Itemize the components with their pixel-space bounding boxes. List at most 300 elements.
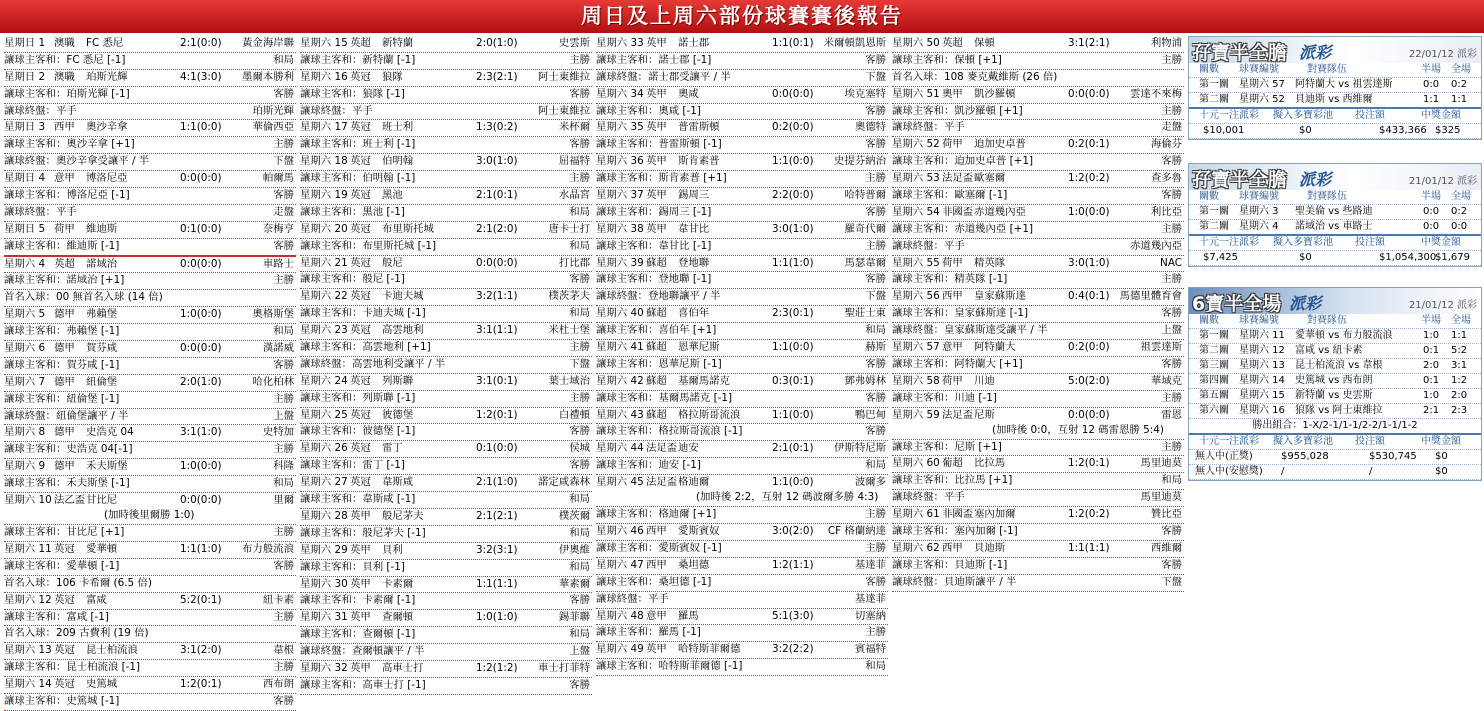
league: 英冠 xyxy=(350,256,371,269)
match-id: 星期六 24 xyxy=(300,374,348,387)
dividend-header: 擬入多寶彩池 xyxy=(1273,110,1333,121)
home-team: 諾域治 xyxy=(86,257,118,270)
bet-market: 讓球終盤：高雲地利受讓平 / 半 xyxy=(300,357,446,370)
bet-outcome: 主勝 xyxy=(569,341,590,354)
bet-market: 讓球終盤：查爾頓讓平 / 半 xyxy=(300,645,425,658)
bet-outcome: 客勝 xyxy=(865,575,886,588)
bet-outcome: 主勝 xyxy=(569,172,590,185)
home-team: 恩華尼斯 xyxy=(678,341,720,354)
home-team: 韋甘比 xyxy=(678,222,710,235)
away-team: 紐卡素 xyxy=(262,593,294,606)
match-row xyxy=(892,340,1184,357)
away-team: 西維爾 xyxy=(1150,541,1182,554)
results-column-4 xyxy=(892,36,1184,592)
bet-outcome: 主勝 xyxy=(569,53,590,66)
score: 1:2(0:1) xyxy=(180,678,222,691)
leg-row xyxy=(1189,93,1481,109)
match-row xyxy=(4,643,296,660)
bet-market: 讓球主客和：貝利 [-1] xyxy=(300,560,405,573)
league: 英甲 xyxy=(646,155,667,168)
away-team: 雷恩 xyxy=(1161,408,1182,421)
bet-outcome: 客勝 xyxy=(865,391,886,404)
bet-result-row xyxy=(4,660,296,677)
match-id: 星期六 55 xyxy=(892,256,940,269)
match-id: 星期日 4 xyxy=(4,172,46,185)
pool-panel-double-hafu-0121 xyxy=(1188,163,1482,267)
away-team: 樸茨茅夫 xyxy=(548,290,590,303)
away-team: 墨爾本勝利 xyxy=(242,70,294,83)
bet-result-row xyxy=(300,104,592,121)
bet-result-row xyxy=(4,476,296,493)
leg-cell: 阿特蘭大 vs 祖雲達斯 xyxy=(1295,79,1393,90)
match-row xyxy=(596,642,888,659)
dividend-headers xyxy=(1189,435,1481,450)
bet-market: 讓球主客和：博洛尼亞 [-1] xyxy=(4,189,130,202)
match-id: 星期六 18 xyxy=(300,155,348,168)
leg-cell: 星期六 15 xyxy=(1239,390,1285,401)
away-team: 史雲斯 xyxy=(558,37,590,49)
away-team: 奧格斯堡 xyxy=(252,308,294,321)
score: 1:1(0:0) xyxy=(772,476,814,489)
dividend-value: $0 xyxy=(1435,451,1448,462)
score: 3:1(1:1) xyxy=(476,324,518,337)
bet-result-row xyxy=(4,188,296,205)
league: 蘇超 xyxy=(646,307,667,320)
bet-market: 讓球終盤：皇家蘇斯達受讓平 / 半 xyxy=(892,324,1048,337)
league: 非國盃 xyxy=(942,508,974,521)
match-id: 星期六 61 xyxy=(892,508,940,521)
home-team: 迫加史卓普 xyxy=(974,138,1026,151)
leg-cell: 星期六 12 xyxy=(1239,345,1285,356)
match-row xyxy=(300,289,592,306)
league: 英超 xyxy=(54,257,75,270)
bet-result-row xyxy=(892,222,1184,239)
score: 3:1(2:0) xyxy=(180,644,222,657)
bet-result-row xyxy=(300,593,592,610)
bet-outcome: 和局 xyxy=(1161,474,1182,487)
score: 2:1(1:0) xyxy=(476,476,518,489)
bet-market: 讓球主客和：珀斯光輝 [-1] xyxy=(4,87,130,100)
bet-market: 讓球主客和：韋斯咸 [-1] xyxy=(300,493,416,506)
match-row xyxy=(892,456,1184,473)
bet-outcome: 和局 xyxy=(273,325,294,338)
bet-result-row xyxy=(4,324,296,341)
match-row xyxy=(892,87,1184,104)
bet-result-row xyxy=(4,694,296,711)
score: 1:3(0:2) xyxy=(476,121,518,134)
bet-market: 讓球主客和：卡迪夫城 [-1] xyxy=(300,307,426,320)
bet-market: 讓球主客和：禾夫斯堡 [-1] xyxy=(4,477,130,490)
leg-cell: 2:0 xyxy=(1423,360,1440,371)
bet-outcome: 下盤 xyxy=(1161,575,1182,588)
away-team: 馬里迪莫 xyxy=(1140,457,1182,470)
leg-cell: 2:1 xyxy=(1423,405,1440,416)
home-team: 奧咸 xyxy=(678,87,699,100)
score: 5:2(0:1) xyxy=(180,593,222,606)
match-row xyxy=(596,256,888,273)
match-row xyxy=(4,425,296,442)
score: 0:0(0:0) xyxy=(180,172,222,185)
home-team: 富咸 xyxy=(86,593,107,606)
match-id: 星期日 5 xyxy=(4,222,46,235)
away-team: 米爾頓凱恩斯 xyxy=(823,37,886,49)
score: 0:0(0:0) xyxy=(772,87,814,100)
score: 0:2(0:1) xyxy=(1068,138,1110,151)
bet-market: 讓球終盤：平手 xyxy=(892,491,965,504)
leg-cell: 星期六 14 xyxy=(1239,375,1285,386)
match-id: 星期六 16 xyxy=(300,70,348,83)
bet-outcome: 客勝 xyxy=(569,678,590,691)
bet-outcome: 客勝 xyxy=(1161,525,1182,538)
bet-outcome: 客勝 xyxy=(569,87,590,100)
league: 英甲 xyxy=(646,222,667,235)
match-id: 星期六 27 xyxy=(300,476,348,489)
match-row xyxy=(300,323,592,340)
bet-result-row xyxy=(300,171,592,188)
bet-result-row xyxy=(300,239,592,256)
leg-cell: 0:0 xyxy=(1423,221,1440,232)
match-row xyxy=(4,593,296,610)
column-header: 對賽隊伍 xyxy=(1307,64,1347,75)
bet-market: 讓球終盤：平手 xyxy=(596,592,669,605)
home-team: 史篤城 xyxy=(86,678,118,691)
away-team: 馬德里體育會 xyxy=(1119,290,1182,303)
leg-cell: 2:3 xyxy=(1451,405,1468,416)
bet-market: 讓球主客和：卡素爾 [-1] xyxy=(300,594,416,607)
bet-market: 讓球主客和：黑池 [-1] xyxy=(300,205,405,218)
dividend-value: $530,745 xyxy=(1369,451,1417,462)
bet-outcome: 下盤 xyxy=(865,290,886,303)
home-team: 昆士柏流浪 xyxy=(86,644,138,657)
score: 0:3(0:1) xyxy=(772,374,814,387)
home-team: 愛華頓 xyxy=(86,542,118,555)
score: 4:1(3:0) xyxy=(180,70,222,83)
match-id: 星期六 51 xyxy=(892,87,940,100)
column-header: 關數 xyxy=(1199,315,1219,326)
leg-cell: 1:0 xyxy=(1423,330,1440,341)
bet-outcome: 走盤 xyxy=(273,205,294,218)
bet-result-row xyxy=(892,239,1184,256)
bet-outcome: 客勝 xyxy=(865,104,886,117)
away-team: 韋根 xyxy=(273,644,294,657)
bet-market: 讓球主客和：般尼 [-1] xyxy=(300,273,405,286)
score: 1:1(0:1) xyxy=(772,37,814,49)
match-id: 星期六 57 xyxy=(892,341,940,354)
bet-outcome: 上盤 xyxy=(1161,324,1182,337)
score: 1:1(1:1) xyxy=(476,577,518,590)
away-team: 埃克塞特 xyxy=(844,87,886,100)
leg-cell: 5:2 xyxy=(1451,345,1468,356)
bet-result-row xyxy=(892,154,1184,171)
dividend-value: $325 xyxy=(1435,125,1461,136)
bet-outcome: 主勝 xyxy=(1161,440,1182,453)
league: 荷甲 xyxy=(54,222,75,235)
league: 法足盃 xyxy=(942,408,974,421)
bet-outcome: 主勝 xyxy=(865,239,886,252)
bet-outcome: 客勝 xyxy=(569,138,590,151)
match-row xyxy=(596,374,888,391)
home-team: 彼德堡 xyxy=(382,408,414,421)
dividend-row xyxy=(1189,124,1481,139)
extra-time-note: (加時後里爾勝 1:0) xyxy=(104,509,195,522)
away-team: 賓福特 xyxy=(854,643,886,656)
dividend-header: 投注額 xyxy=(1355,237,1385,248)
league: 法足盃 xyxy=(646,476,678,489)
match-id: 星期六 32 xyxy=(300,661,348,674)
league: 荷甲 xyxy=(942,138,963,151)
panel-title: 6寶半全場 xyxy=(1192,293,1282,315)
bet-result-row xyxy=(596,541,888,558)
league: 英冠 xyxy=(350,324,371,337)
home-team: 羅馬 xyxy=(678,609,699,622)
match-row xyxy=(596,222,888,239)
bet-outcome: 和局 xyxy=(865,660,886,673)
bet-market: 讓球主客和：迪安 [-1] xyxy=(596,459,701,472)
bet-result-row xyxy=(892,120,1184,137)
match-id: 星期六 34 xyxy=(596,87,644,100)
bet-outcome: 客勝 xyxy=(1161,558,1182,571)
bet-outcome: 主勝 xyxy=(569,391,590,404)
bet-result-row xyxy=(300,87,592,104)
bet-outcome: 和局 xyxy=(569,526,590,539)
away-team: 唐卡士打 xyxy=(548,222,590,235)
away-team: NAC xyxy=(1160,256,1182,269)
bet-outcome: 和局 xyxy=(273,477,294,490)
match-id: 星期六 8 xyxy=(4,426,46,439)
bet-market: 讓球主客和：伯明翰 [-1] xyxy=(300,172,416,185)
away-team: 米杜士堡 xyxy=(548,324,590,337)
results-column-2 xyxy=(300,36,592,695)
league: 蘇超 xyxy=(646,408,667,421)
home-team: 賀芬咸 xyxy=(86,342,118,355)
match-row xyxy=(596,36,888,53)
bet-result-row xyxy=(892,524,1184,541)
league: 英甲 xyxy=(350,577,371,590)
bet-result-row xyxy=(596,289,888,306)
away-team: 白禮頓 xyxy=(558,408,590,421)
bet-result-row xyxy=(4,137,296,154)
away-team: 車路士 xyxy=(262,257,294,270)
bet-result-row xyxy=(596,507,888,524)
dividend-headers xyxy=(1189,236,1481,251)
leg-cell: 星期六 11 xyxy=(1239,330,1285,341)
away-team: 漢諾威 xyxy=(262,342,294,355)
bet-outcome: 主勝 xyxy=(1161,391,1182,404)
bet-market: 讓球主客和：桑坦德 [-1] xyxy=(596,575,712,588)
bet-market: 首名入球：106 卡希爾 (6.5 倍) xyxy=(4,576,152,589)
bet-market: 讓球主客和：狼隊 [-1] xyxy=(300,87,405,100)
league: 英冠 xyxy=(350,408,371,421)
away-team: 雲達不來梅 xyxy=(1130,87,1182,100)
away-team: 西布朗 xyxy=(262,678,294,691)
match-row xyxy=(300,374,592,391)
match-row xyxy=(300,408,592,425)
home-team: 查爾頓 xyxy=(382,611,414,624)
away-team: 米杯爾 xyxy=(558,121,590,134)
home-team: 赤道幾內亞 xyxy=(974,205,1026,218)
bet-outcome: 和局 xyxy=(273,53,294,66)
bet-result-row xyxy=(892,473,1184,490)
results-column-1 xyxy=(4,36,296,711)
bet-outcome: 主勝 xyxy=(1161,222,1182,235)
league: 英冠 xyxy=(350,222,371,235)
match-row xyxy=(892,289,1184,306)
league: 英甲 xyxy=(646,87,667,100)
match-id: 星期六 48 xyxy=(596,609,644,622)
bet-outcome: 主勝 xyxy=(273,138,294,151)
bet-market: 讓球主客和：諾域治 [+1] xyxy=(4,274,125,287)
away-team: 布力般流浪 xyxy=(242,542,294,555)
away-team: CF 格蘭納達 xyxy=(827,525,886,538)
dividend-header: 十元一注派彩 xyxy=(1199,436,1259,447)
league: 英冠 xyxy=(350,374,371,387)
match-id: 星期六 31 xyxy=(300,611,348,624)
panel-date: 21/01/12 派彩 xyxy=(1408,300,1477,311)
home-team: 登地聯 xyxy=(678,256,710,269)
score: 2:1(0:1) xyxy=(772,442,814,455)
match-row xyxy=(300,661,592,678)
bet-outcome: 客勝 xyxy=(1161,189,1182,202)
league: 法足盃 xyxy=(942,172,974,185)
home-team: 阿特蘭大 xyxy=(974,341,1016,354)
bet-result-row xyxy=(4,154,296,171)
away-team: 鄧弗姆林 xyxy=(844,374,886,387)
bet-market: 讓球主客和：川迪 [-1] xyxy=(892,391,997,404)
score: 1:2(1:2) xyxy=(476,661,518,674)
score: 1:2(0:1) xyxy=(1068,457,1110,470)
home-team: 博洛尼亞 xyxy=(86,172,128,185)
match-row xyxy=(892,36,1184,53)
bet-market: 讓球主客和：奧沙辛拿 [+1] xyxy=(4,138,135,151)
match-id: 星期六 10 xyxy=(4,494,52,507)
bet-outcome: 主勝 xyxy=(865,541,886,554)
away-team: 利物浦 xyxy=(1150,37,1182,49)
bet-result-row xyxy=(300,644,592,661)
match-id: 星期六 30 xyxy=(300,577,348,590)
home-team: 保頓 xyxy=(974,37,995,49)
home-team: 布里斯托城 xyxy=(382,222,434,235)
league: 英冠 xyxy=(350,189,371,202)
bet-result-row xyxy=(596,592,888,609)
bet-outcome: 客勝 xyxy=(273,559,294,572)
score: 2:1(2:1) xyxy=(476,509,518,522)
match-row xyxy=(892,507,1184,524)
bet-market: 讓球終盤：平手 xyxy=(300,104,373,117)
match-row xyxy=(4,222,296,239)
league: 意甲 xyxy=(54,172,75,185)
leg-cell: 貝迪斯 vs 西維爾 xyxy=(1295,94,1373,105)
bet-outcome: 主勝 xyxy=(1161,53,1182,66)
bet-result-row xyxy=(596,104,888,121)
leg-row xyxy=(1189,205,1481,220)
column-header: 全場 xyxy=(1451,315,1471,326)
bet-outcome: 客勝 xyxy=(569,425,590,438)
bet-market: 讓球主客和：哈特斯菲爾德 [-1] xyxy=(596,660,743,673)
score: 1:2(0:2) xyxy=(1068,508,1110,521)
league: 英冠 xyxy=(350,442,371,455)
panel-column-headers xyxy=(1189,314,1481,329)
score: 2:2(0:0) xyxy=(772,189,814,202)
bet-market: 讓球主客和：塞內加爾 [-1] xyxy=(892,525,1018,538)
bet-outcome: 客勝 xyxy=(865,273,886,286)
match-id: 星期六 35 xyxy=(596,121,644,134)
match-id: 星期六 46 xyxy=(596,525,644,538)
dividend-row xyxy=(1189,450,1481,465)
column-header: 球賽編號 xyxy=(1239,64,1279,75)
away-team: 葉士域治 xyxy=(548,374,590,387)
leg-cell: 2:0 xyxy=(1451,390,1468,401)
bet-result-row xyxy=(4,409,296,426)
league: 德甲 xyxy=(54,460,75,473)
away-team: 切塞納 xyxy=(854,609,886,622)
leg-cell: 1:0 xyxy=(1423,390,1440,401)
bet-result-row xyxy=(596,137,888,154)
match-id: 星期六 44 xyxy=(596,442,644,455)
away-team: 伊奧維 xyxy=(558,543,590,556)
bet-result-row xyxy=(892,188,1184,205)
leg-cell: 星期六 52 xyxy=(1239,94,1285,105)
score: 0:0(0:0) xyxy=(1068,408,1110,421)
score: 1:1(1:0) xyxy=(772,256,814,269)
bet-market: 讓球主客和：普雷斯頓 [-1] xyxy=(596,138,722,151)
score: 3:1(0:1) xyxy=(476,374,518,387)
home-team: 史浩克 04 xyxy=(86,426,134,439)
score: 1:2(0:1) xyxy=(476,408,518,421)
score: 3:0(2:0) xyxy=(772,525,814,538)
match-row xyxy=(4,459,296,476)
score: 0:0(0:0) xyxy=(180,494,222,507)
home-team: 伯明翰 xyxy=(382,155,414,168)
league: 英冠 xyxy=(54,593,75,606)
bet-result-row xyxy=(300,306,592,323)
bet-market: 讓球主客和：喜伯年 [+1] xyxy=(596,324,717,337)
match-id: 星期日 1 xyxy=(4,37,46,49)
away-team: 贊比亞 xyxy=(1150,508,1182,521)
bet-result-row xyxy=(300,137,592,154)
home-team: 凱沙羅頓 xyxy=(974,87,1016,100)
bet-result-row xyxy=(892,306,1184,323)
bet-market: 讓球主客和：賀芬咸 [-1] xyxy=(4,358,120,371)
leg-cell: 星期六 4 xyxy=(1239,221,1279,232)
dividend-header: 十元一注派彩 xyxy=(1199,237,1259,248)
score: 0:0(0:0) xyxy=(180,342,222,355)
match-id: 星期六 42 xyxy=(596,374,644,387)
bet-market: 讓球主客和：赤道幾內亞 [+1] xyxy=(892,222,1034,235)
score: 3:2(2:2) xyxy=(772,643,814,656)
match-row xyxy=(892,408,1184,440)
match-id: 星期六 29 xyxy=(300,543,348,556)
match-id: 星期六 60 xyxy=(892,457,940,470)
extra-time-note: (加時後 2:2，互射 12 碼波爾多勝 4:3) xyxy=(696,491,879,504)
bet-result-row xyxy=(596,272,888,289)
bet-market: 讓球主客和：格拉斯哥流浪 [-1] xyxy=(596,425,743,438)
away-team: 樸茨爾 xyxy=(558,509,590,522)
bet-market: 讓球終盤：平手 xyxy=(892,121,965,134)
bet-result-row xyxy=(300,526,592,543)
home-team: 維迪斯 xyxy=(86,222,118,235)
league: 英冠 xyxy=(350,121,371,134)
leg-cell: 第六關 xyxy=(1199,405,1229,416)
dividend-value: $0 xyxy=(1299,252,1312,263)
bet-result-row xyxy=(596,323,888,340)
away-team: 馬瑟韋爾 xyxy=(844,256,886,269)
home-team: 諾士郡 xyxy=(678,37,710,49)
away-team: 祖雲達斯 xyxy=(1140,341,1182,354)
leg-cell: 0:0 xyxy=(1423,206,1440,217)
home-team: 紐倫堡 xyxy=(86,375,118,388)
bet-result-row xyxy=(300,678,592,695)
column-header: 半場 xyxy=(1421,191,1441,202)
